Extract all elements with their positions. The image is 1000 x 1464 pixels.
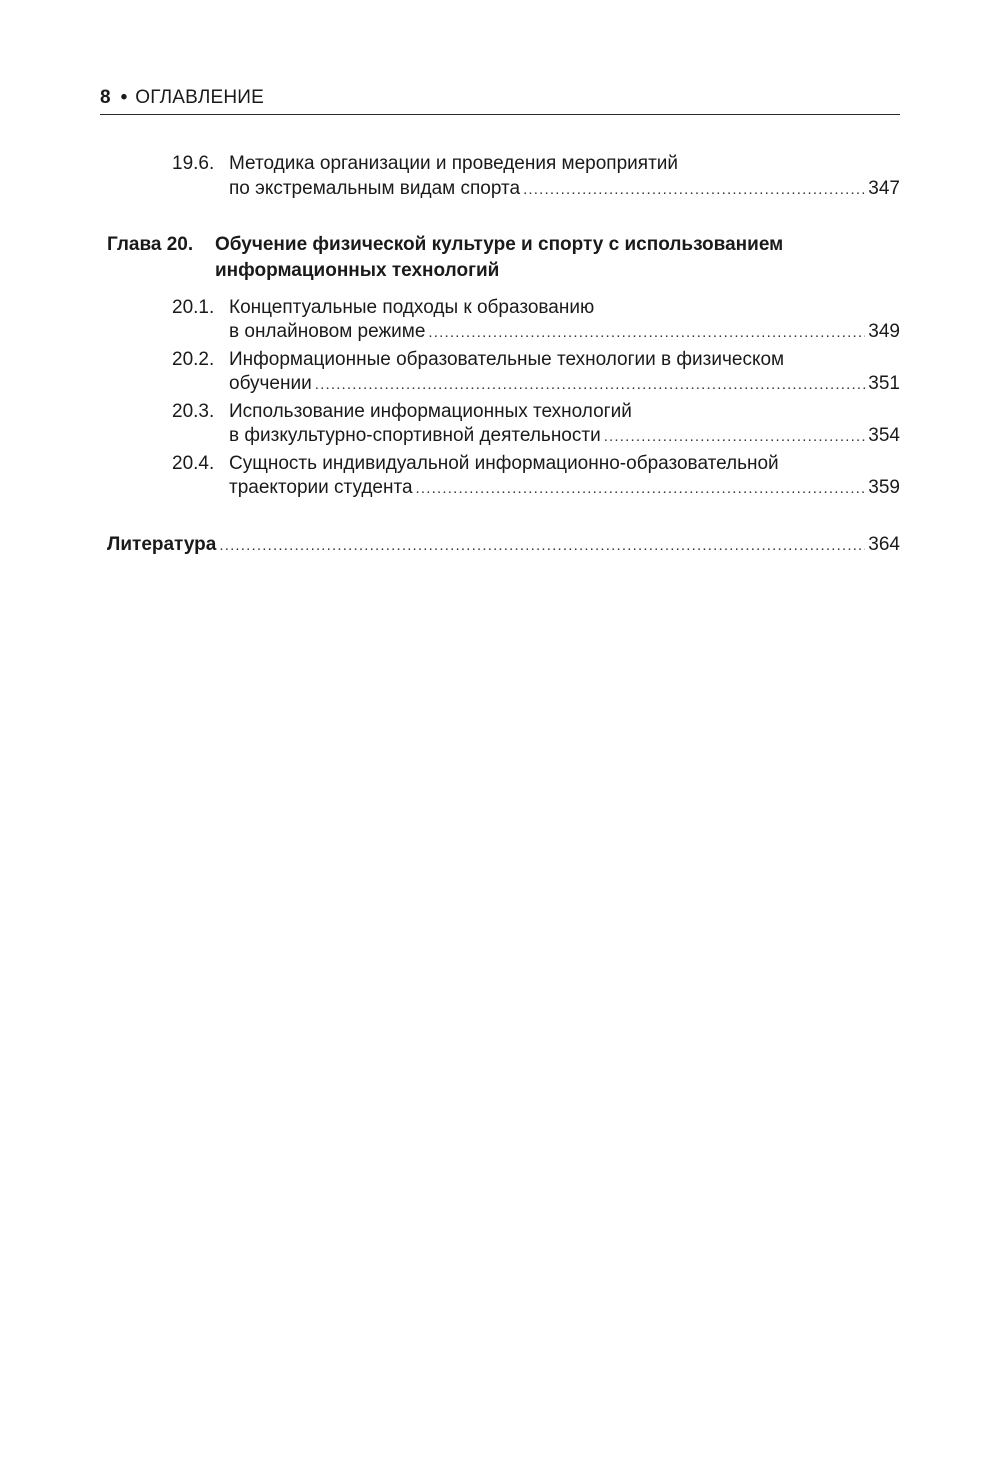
page-number: 8 <box>100 87 111 108</box>
toc-entry-20-2-cont[interactable] <box>229 372 900 397</box>
literature-label: Литература <box>107 534 217 555</box>
section-title-line2: обучении <box>229 373 312 394</box>
section-number: 20.3. <box>172 401 215 422</box>
chapter-heading-20 <box>0 232 1000 258</box>
toc-entry-20-4[interactable] <box>0 452 1000 476</box>
section-number: 20.2. <box>172 349 215 370</box>
section-title-line1: Концептуальные подходы к образованию <box>229 297 595 318</box>
page-ref: 347 <box>868 178 900 199</box>
section-number: 20.4. <box>172 453 215 474</box>
chapter-title-line1: Обучение физической культуре и спорту с использованием <box>215 234 784 255</box>
toc-entry-19-6[interactable] <box>0 152 1000 176</box>
toc-entry-literature[interactable] <box>107 533 900 558</box>
page-ref: 354 <box>868 425 900 446</box>
section-title-line1: Сущность индивидуальной информационно-образовательной <box>229 453 779 474</box>
dot-leader <box>416 477 866 501</box>
header-title: ОГЛАВЛЕНИЕ <box>135 87 265 108</box>
toc-entry-20-1[interactable] <box>0 296 1000 320</box>
page-ref: 364 <box>868 534 900 555</box>
section-title-line2: по экстремальным видам спорта <box>229 178 521 199</box>
section-title-line2: в онлайновом режиме <box>229 321 426 342</box>
chapter-title-line2: информационных технологий <box>215 260 500 281</box>
dot-leader <box>219 534 865 558</box>
toc-entry-20-2[interactable] <box>0 348 1000 372</box>
section-title-line1: Информационные образовательные технологии в физическом <box>229 349 785 370</box>
dot-leader <box>604 425 866 449</box>
toc-entry-20-3-cont[interactable] <box>229 424 900 449</box>
section-number: 19.6. <box>172 153 215 174</box>
dot-leader <box>523 178 865 202</box>
section-title-line2: в физкультурно-спортивной деятельности <box>229 425 601 446</box>
bullet-separator: • <box>120 87 128 108</box>
toc-entry-20-4-cont[interactable] <box>229 476 900 501</box>
section-title-line1: Использование информационных технологий <box>229 401 632 422</box>
toc-entry-19-6-cont[interactable] <box>229 177 900 202</box>
section-number: 20.1. <box>172 297 215 318</box>
toc-entry-20-1-cont[interactable] <box>229 320 900 345</box>
dot-leader <box>428 321 865 345</box>
page-ref: 359 <box>868 477 900 498</box>
page-ref: 349 <box>868 321 900 342</box>
dot-leader <box>315 373 866 397</box>
chapter-label: Глава 20. <box>107 234 194 255</box>
running-header <box>100 86 900 115</box>
toc-entry-20-3[interactable] <box>0 400 1000 424</box>
section-title-line1: Методика организации и проведения мероприятий <box>229 153 678 174</box>
page-ref: 351 <box>868 373 900 394</box>
section-title-line2: траектории студента <box>229 477 413 498</box>
chapter-heading-20-cont <box>0 258 1000 284</box>
